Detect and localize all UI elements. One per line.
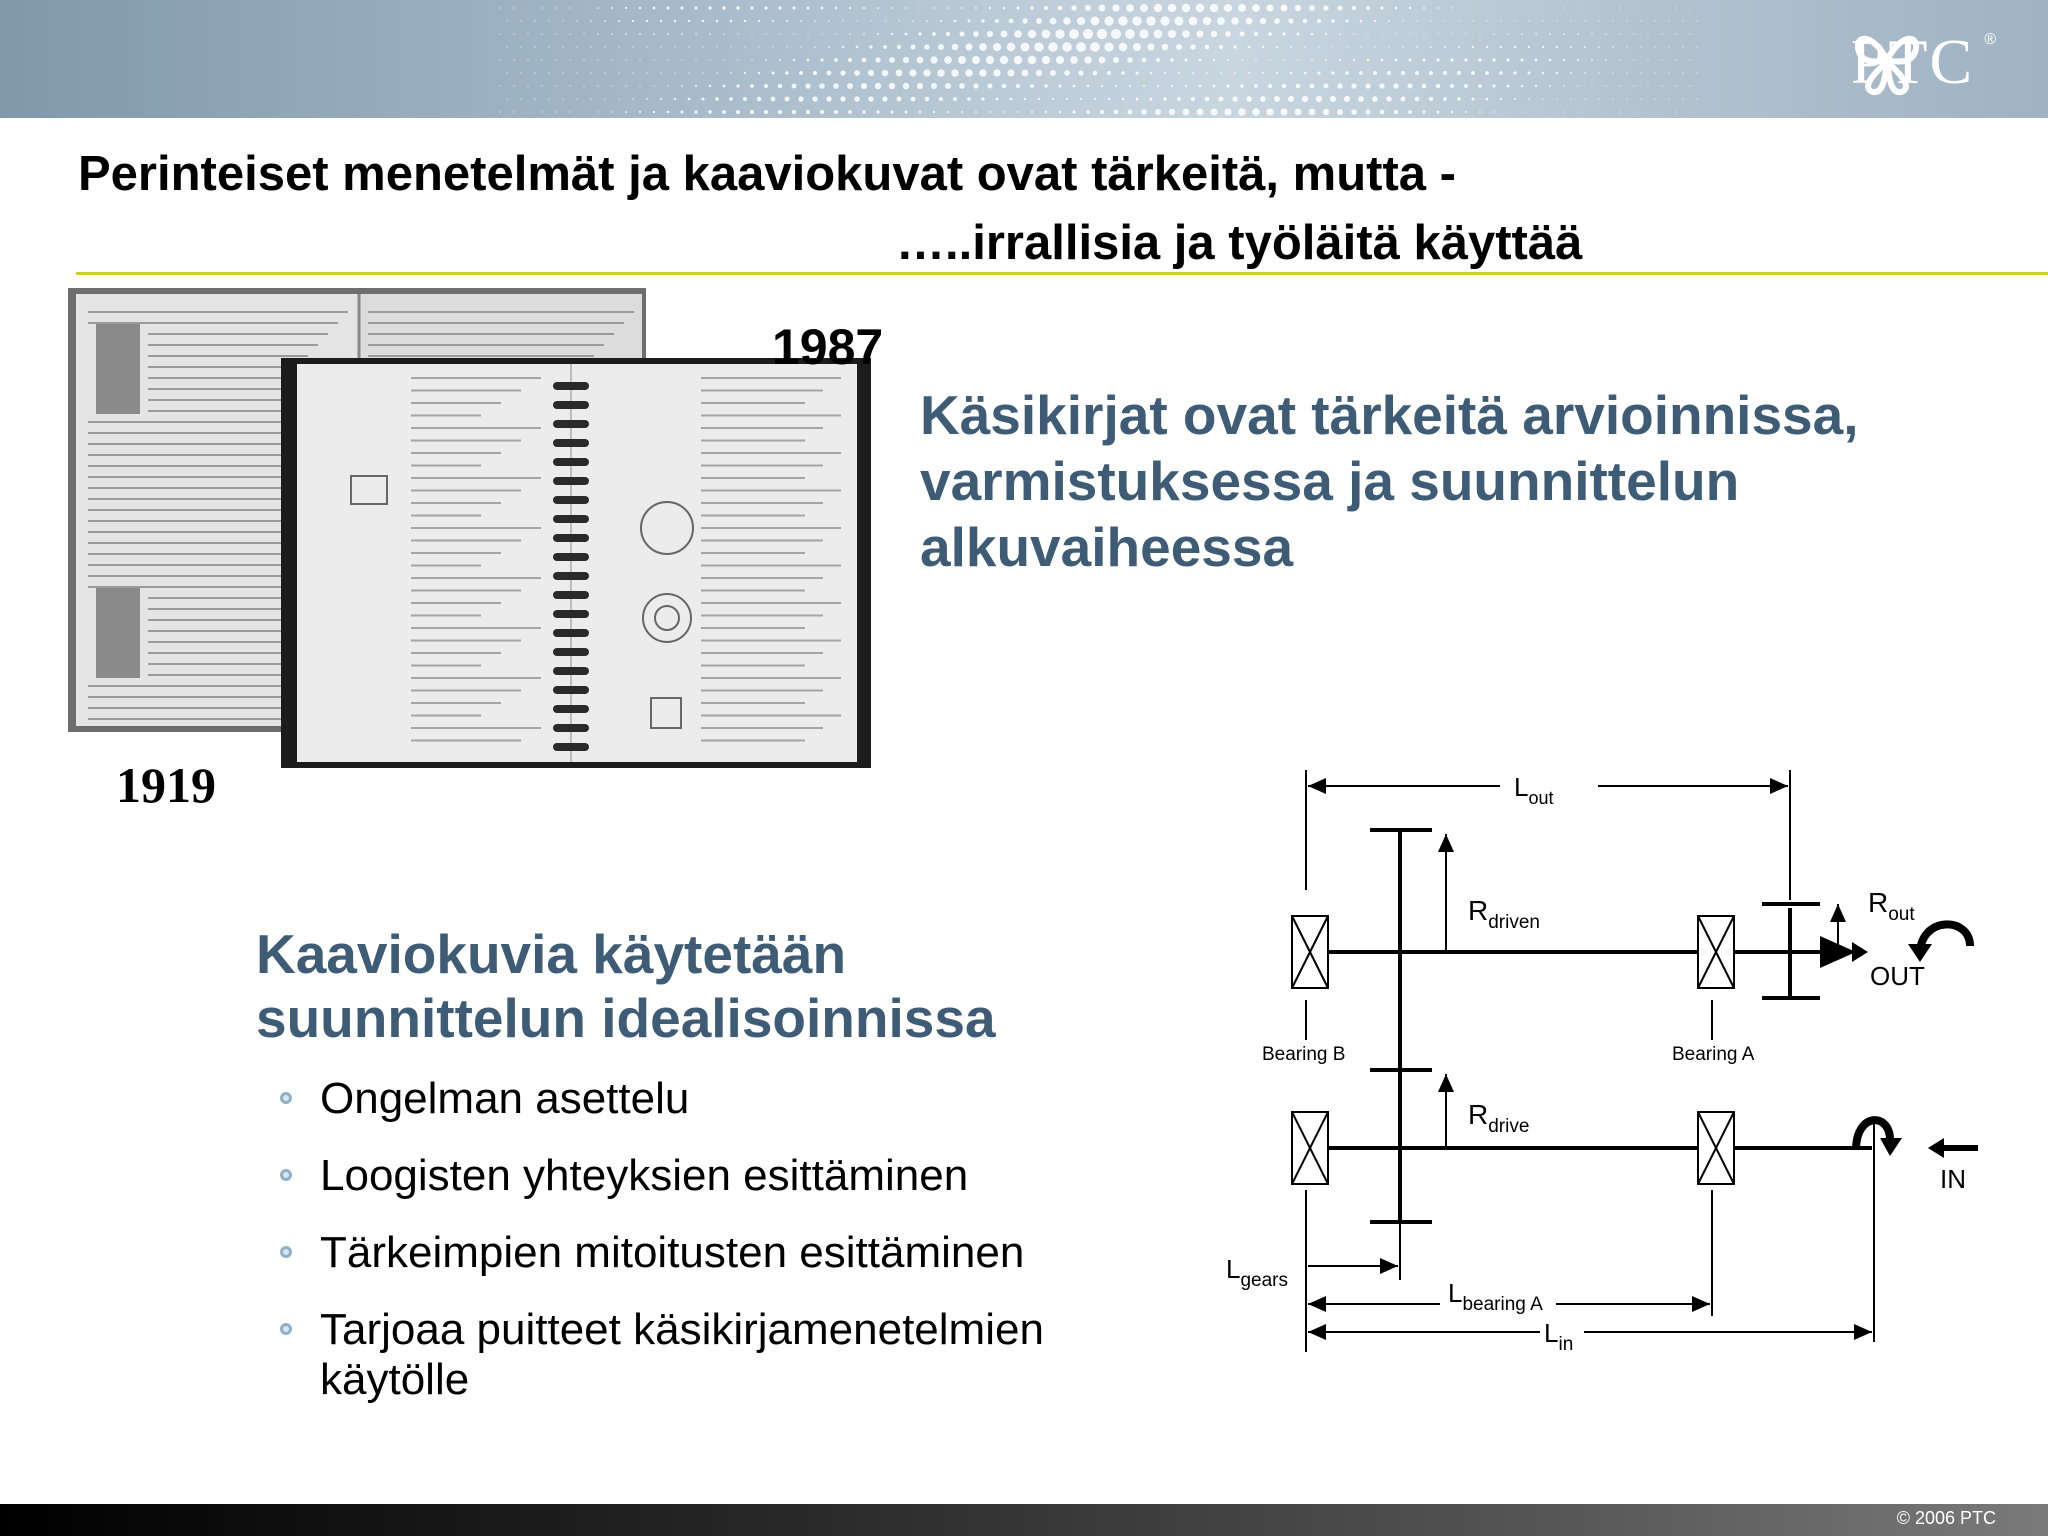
bullet-text: Tärkeimpien mitoitusten esittäminen xyxy=(320,1228,1025,1277)
year-1987-label: 1987 xyxy=(772,319,884,375)
copyright-text: © 2006 PTC xyxy=(1896,1508,1996,1528)
slide-title-line2: …..irrallisia ja työläitä käyttää xyxy=(896,216,1583,270)
header-band xyxy=(0,0,2048,118)
logo-text: PTC xyxy=(1850,26,1975,97)
dot-pattern xyxy=(0,0,2048,118)
bullet-text: Tarjoaa puitteet käsikirjamenetelmien käytölle xyxy=(320,1305,1044,1404)
l-in-label: $L_{in}$ xyxy=(1544,1318,1574,1355)
r-drive-label: $R_{drive}$ xyxy=(1468,1099,1530,1137)
in-label: IN xyxy=(1940,1164,1966,1194)
bullet-item xyxy=(280,1305,1100,1405)
bearing-b-label: Bearing B xyxy=(1262,1044,1346,1065)
diagrams-heading: Kaaviokuvia käytetään suunnittelun idealisoinnissa xyxy=(256,923,996,1049)
handbook-1987-photo xyxy=(281,358,871,768)
bullet-item xyxy=(280,1151,1100,1201)
bullet-dot-icon xyxy=(280,1092,292,1104)
r-out-label: $R_{out}$ xyxy=(1868,887,1915,925)
bullet-dot-icon xyxy=(280,1246,292,1258)
bullet-item xyxy=(280,1228,1100,1278)
handbooks-heading: Käsikirjat ovat tärkeitä arvioinnissa, varmistuksessa ja suunnittelun alkuvaiheessa xyxy=(920,384,1859,578)
bullet-dot-icon xyxy=(280,1323,292,1335)
footer-bar xyxy=(0,1504,2048,1536)
year-1919-label: 1919 xyxy=(116,757,216,813)
title-divider xyxy=(76,272,2048,275)
ptc-butterfly-icon xyxy=(1851,22,1923,98)
gearbox-shaft-diagram xyxy=(1200,740,2000,1360)
bearing-boxes xyxy=(1292,916,1734,1184)
out-label: OUT xyxy=(1870,961,1925,991)
bullet-dot-icon xyxy=(280,1169,292,1181)
slide-title-line1: Perinteiset menetelmät ja kaaviokuvat ovat tärkeitä, mutta - xyxy=(78,147,1456,201)
bullet-item xyxy=(280,1074,1100,1124)
l-gears-label: $L_{gears}$ xyxy=(1226,1254,1288,1291)
bullet-text: Loogisten yhteyksien esittäminen xyxy=(320,1151,969,1200)
logo-registered-mark: ® xyxy=(1984,31,1996,48)
bullet-text: Ongelman asettelu xyxy=(320,1074,690,1123)
l-bearing-a-label: $L_{bearing A}$ xyxy=(1448,1278,1543,1315)
bullet-list xyxy=(280,1074,1100,1432)
bearing-a-label: Bearing A xyxy=(1672,1044,1755,1065)
r-driven-label: $R_{driven}$ xyxy=(1468,895,1540,933)
ptc-logo xyxy=(1851,22,1996,102)
l-out-label: $L_{out}$ xyxy=(1514,772,1554,808)
